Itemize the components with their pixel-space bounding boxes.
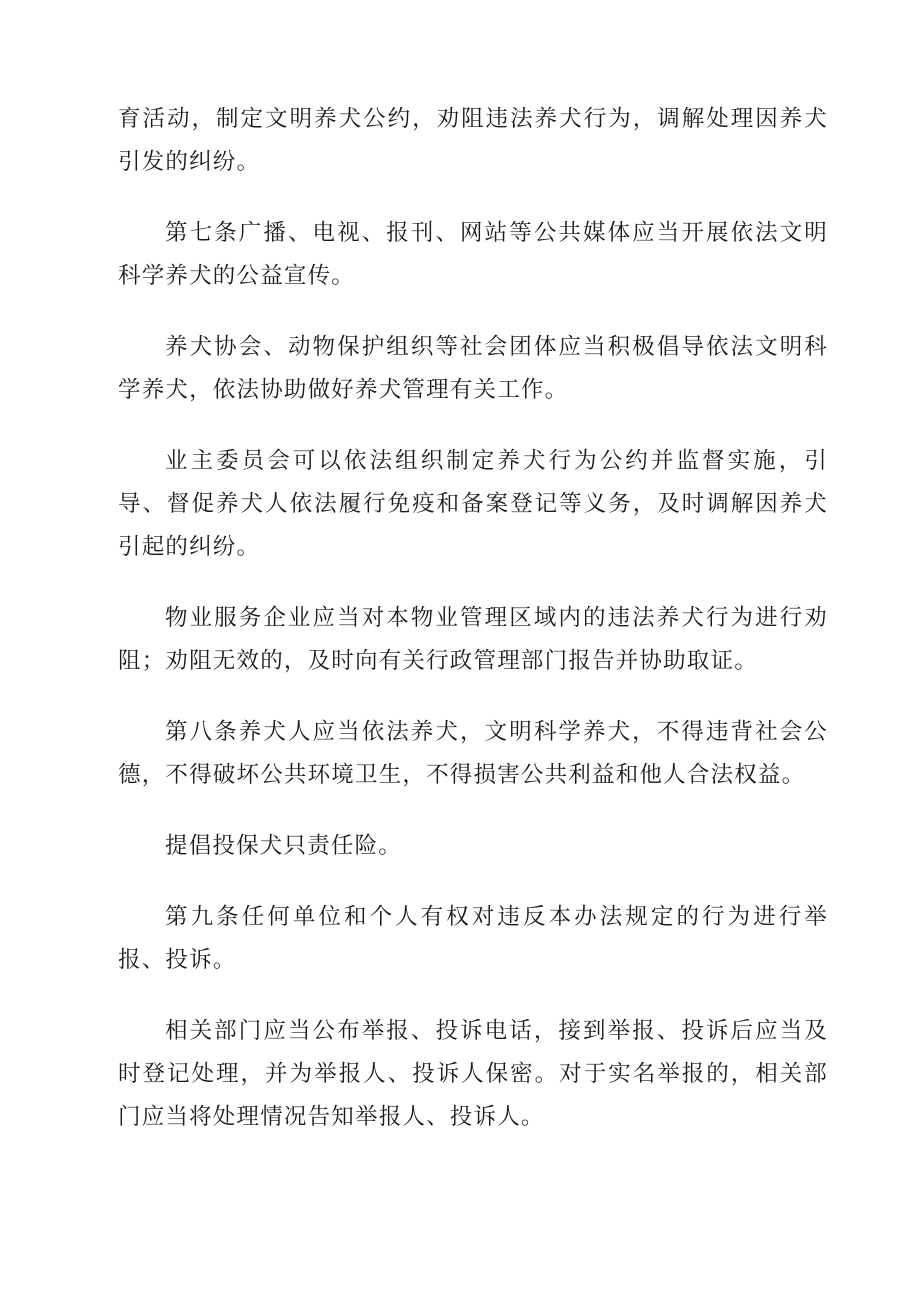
document-body — [118, 98, 828, 1139]
paragraph-8-article-9: 第九条任何单位和个人有权对违反本办法规定的行为进行举报、投诉。 — [118, 904, 828, 973]
paragraph-2-article-7: 第七条广播、电视、报刊、网站等公共媒体应当开展依法文明科学养犬的公益宣传。 — [118, 220, 828, 289]
paragraph-5: 物业服务企业应当对本物业管理区域内的违法养犬行为进行劝阻；劝阻无效的，及时向有关行政管理部门报告并协助取证。 — [118, 605, 828, 674]
paragraph-3: 养犬协会、动物保护组织等社会团体应当积极倡导依法文明科学养犬，依法协助做好养犬管理有关工作。 — [118, 334, 828, 403]
paragraph-9: 相关部门应当公布举报、投诉电话，接到举报、投诉后应当及时登记处理，并为举报人、投诉人保密。对于实名举报的，相关部门应当将处理情况告知举报人、投诉人。 — [118, 1018, 828, 1130]
paragraph-4: 业主委员会可以依法组织制定养犬行为公约并监督实施，引导、督促养犬人依法履行免疫和备案登记等义务，及时调解因养犬引起的纠纷。 — [118, 448, 828, 560]
paragraph-7: 提倡投保犬只责任险。 — [165, 833, 403, 859]
paragraph-1: 育活动，制定文明养犬公约，劝阻违法养犬行为，调解处理因养犬引发的纠纷。 — [118, 106, 828, 175]
paragraph-6-article-8: 第八条养犬人应当依法养犬，文明科学养犬，不得违背社会公德，不得破坏公共环境卫生，不得损害公共利益和他人合法权益。 — [118, 719, 828, 788]
